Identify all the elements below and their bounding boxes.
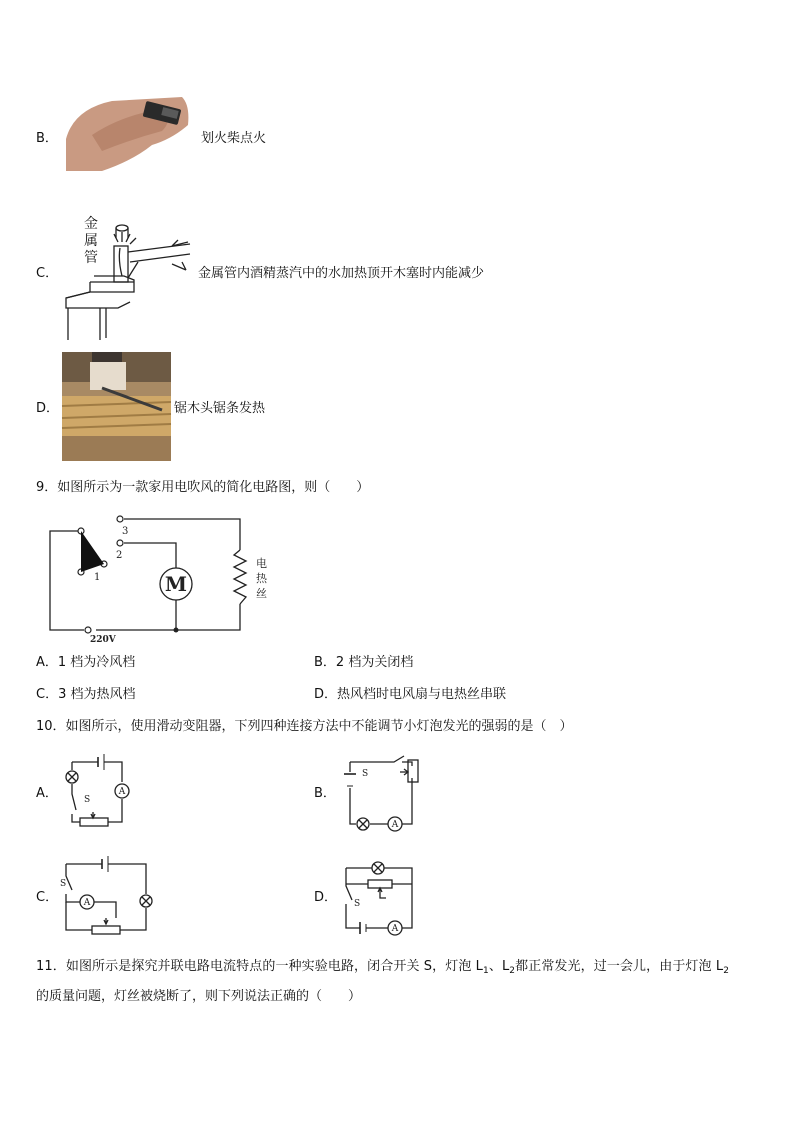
hair-dryer-circuit-diagram — [44, 512, 279, 644]
heater-char-1: 电 — [256, 557, 267, 570]
position-3-label: 3 — [122, 526, 129, 537]
circuit-d-diagram — [340, 856, 420, 940]
contact-3 — [117, 516, 123, 522]
lamp-symbol — [372, 862, 384, 874]
q9-option-d[interactable]: D．热风档时电风扇与电热丝串联 — [314, 687, 507, 702]
lamp-symbol — [66, 771, 78, 783]
heater-char-2: 热 — [256, 572, 267, 585]
lamp-symbol — [140, 895, 152, 907]
contact-2 — [117, 540, 123, 546]
lamp-symbol — [357, 818, 369, 830]
junction-dot — [174, 628, 179, 633]
question-11-line-1: 11．如图所示是探究并联电路电流特点的一种实验电路，闭合开关 S，灯泡 $L_1$、$L_2$都正常发光，过一会儿，由于灯泡 $L_2$ — [36, 959, 730, 976]
switch-label: S — [60, 879, 67, 889]
circuit-b-diagram — [340, 752, 422, 834]
question-11-line-2: 的质量问题，灯丝被烧断了，则下列说法正确的（ ） — [36, 989, 362, 1004]
q10-option-c[interactable]: C． — [36, 890, 59, 905]
match-striking-photo — [62, 95, 192, 175]
heater-resistor — [234, 550, 246, 604]
voltage-label: 220V — [90, 635, 116, 645]
q10-option-d[interactable]: D． — [314, 890, 338, 905]
rheostat-symbol — [92, 926, 120, 934]
circuit-c-diagram — [60, 854, 156, 940]
question-10-stem: 10．如图所示，使用滑动变阻器，下列四种连接方法中不能调节小灯泡发光的强弱的是（ ） — [36, 719, 573, 734]
metal-tube-label: 金 属 管 — [84, 216, 98, 266]
q10-option-a[interactable]: A． — [36, 786, 58, 801]
option-d-caption: 锯木头锯条发热 — [174, 401, 266, 416]
position-2-label: 2 — [116, 550, 123, 561]
ammeter-label: A — [391, 924, 399, 934]
q9-option-a[interactable]: A．1 档为冷风档 — [36, 655, 136, 670]
ammeter-label: A — [83, 898, 91, 908]
terminal-left — [85, 627, 91, 633]
option-letter-c: C． — [36, 266, 59, 281]
option-c-caption: 金属管内酒精蒸汽中的水加热顶开木塞时内能减少 — [198, 266, 485, 281]
ammeter-label: A — [391, 820, 399, 830]
q9-option-b[interactable]: B．2 档为关闭档 — [314, 655, 414, 670]
circuit-a-diagram — [60, 752, 130, 834]
position-1-label: 1 — [94, 572, 101, 583]
ammeter-label: A — [118, 787, 126, 797]
switch-label: S — [362, 769, 369, 779]
option-b-caption: 划火柴点火 — [201, 131, 267, 146]
switch-label: S — [84, 795, 91, 805]
question-9-stem: 9．如图所示为一款家用电吹风的简化电路图，则（ ） — [36, 480, 370, 495]
sawing-wood-photo — [62, 352, 171, 461]
heater-char-3: 丝 — [256, 587, 267, 600]
rheostat-symbol — [80, 818, 108, 826]
option-letter-b: B． — [36, 131, 58, 146]
option-letter-d: D． — [36, 401, 60, 416]
switch-label: S — [354, 899, 361, 909]
rotary-switch-blade — [81, 531, 104, 572]
q10-option-b[interactable]: B． — [314, 786, 336, 801]
rheostat-symbol — [408, 760, 418, 782]
q9-option-c[interactable]: C．3 档为热风档 — [36, 687, 136, 702]
motor-label: M — [164, 572, 188, 596]
metal-tube-experiment-diagram — [60, 218, 200, 342]
